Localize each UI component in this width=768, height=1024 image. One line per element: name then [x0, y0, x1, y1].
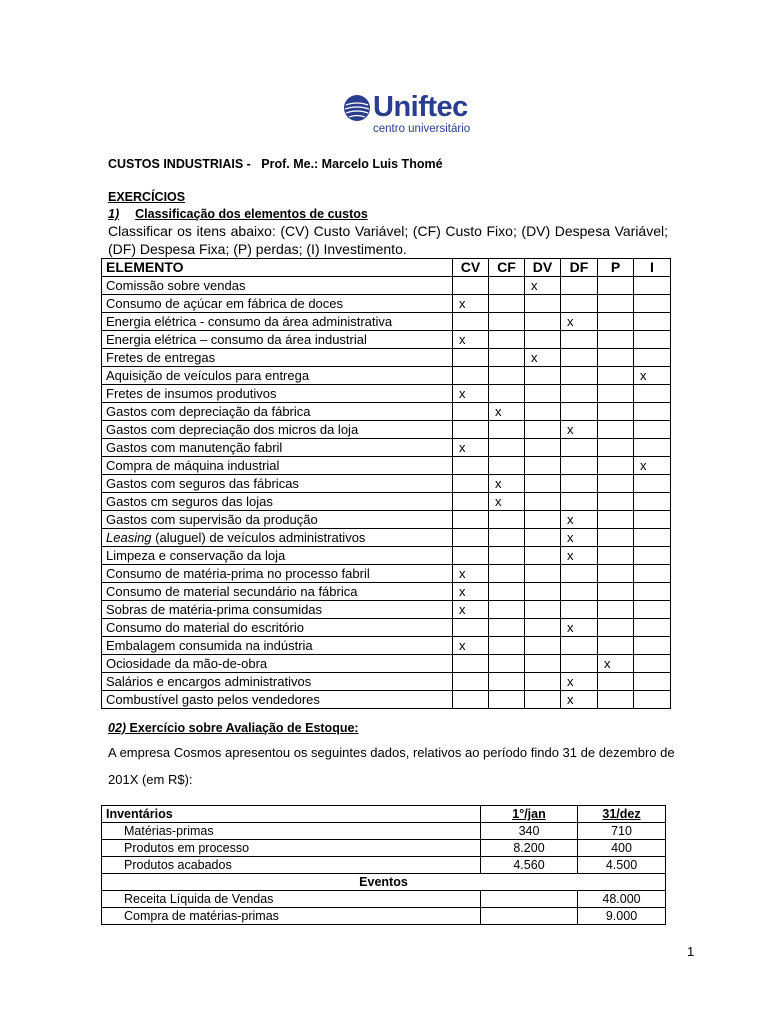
header-dv: DV [525, 259, 561, 277]
inventory-value: 4.500 [578, 857, 666, 874]
classification-cell [489, 385, 525, 403]
question-1-instructions: Classificar os itens abaixo: (CV) Custo Variável; (CF) Custo Fixo; (DV) Despesa Variável; (DF) Despesa Fixa; (P) perdas; (I) Investimento. [108, 223, 668, 257]
question-2-number: 02) [108, 721, 127, 735]
element-label-text: Sobras de matéria-prima consumidas [106, 602, 323, 617]
classification-cell [525, 655, 561, 673]
element-label-text: Fretes de insumos produtivos [106, 386, 277, 401]
classification-cell [489, 637, 525, 655]
element-label-text: Aquisição de veículos para entrega [106, 368, 310, 383]
classification-cell [525, 583, 561, 601]
classification-cell [489, 313, 525, 331]
classification-cell [598, 601, 634, 619]
classification-cell [598, 673, 634, 691]
classification-cell [489, 349, 525, 367]
classification-cell [634, 439, 671, 457]
element-label-text: Limpeza e conservação da loja [106, 548, 286, 563]
page-number: 1 [687, 944, 695, 959]
classification-cell: x [561, 421, 598, 439]
classification-cell: x [453, 601, 489, 619]
element-label [102, 547, 453, 565]
classification-cell [598, 403, 634, 421]
classification-cell [525, 511, 561, 529]
question-1-number: 1) [108, 207, 120, 221]
classification-cell [561, 565, 598, 583]
classification-cell [598, 619, 634, 637]
table-row [102, 421, 671, 439]
inventory-label: Compra de matérias-primas [102, 908, 481, 925]
classification-cell [525, 313, 561, 331]
classification-cell: x [489, 493, 525, 511]
classification-cell [561, 583, 598, 601]
classification-cell [525, 367, 561, 385]
inventory-body [102, 823, 666, 925]
classification-cell [489, 655, 525, 673]
classification-cell [453, 421, 489, 439]
classification-cell [634, 673, 671, 691]
classification-cell [634, 619, 671, 637]
classification-cell [489, 565, 525, 583]
inventory-table [101, 805, 666, 925]
classification-cell [634, 583, 671, 601]
question-1-text: Classificação dos elementos de custos [135, 207, 368, 221]
events-row [102, 874, 666, 891]
header-dez: 31/dez [578, 806, 666, 823]
exercises-heading: EXERCÍCIOS [108, 190, 186, 204]
classification-cell [453, 403, 489, 421]
classification-cell: x [634, 367, 671, 385]
element-label-text: Gastos com depreciação dos micros da loja [106, 422, 359, 437]
table-row [102, 493, 671, 511]
element-label-italic: Leasing [106, 530, 152, 545]
table-row [102, 565, 671, 583]
classification-cell [634, 295, 671, 313]
classification-cell: x [561, 313, 598, 331]
classification-cell [489, 331, 525, 349]
table-row [102, 295, 671, 313]
classification-cell [598, 277, 634, 295]
classification-cell: x [561, 691, 598, 709]
inventory-value: 9.000 [578, 908, 666, 925]
classification-table [101, 258, 671, 709]
classification-cell [453, 349, 489, 367]
element-label [102, 655, 453, 673]
inventory-value: 4.560 [481, 857, 578, 874]
element-label [102, 493, 453, 511]
classification-header-row [102, 259, 671, 277]
inventory-label: Matérias-primas [102, 823, 481, 840]
classification-cell [525, 439, 561, 457]
classification-cell [489, 619, 525, 637]
classification-cell [453, 673, 489, 691]
classification-cell [634, 349, 671, 367]
table-row [102, 511, 671, 529]
table-row [102, 891, 666, 908]
classification-cell [634, 313, 671, 331]
inventory-value: 340 [481, 823, 578, 840]
element-label [102, 331, 453, 349]
classification-cell [453, 691, 489, 709]
classification-cell [634, 385, 671, 403]
question-2-text: Exercício sobre Avaliação de Estoque: [126, 721, 359, 735]
table-row [102, 277, 671, 295]
classification-cell [561, 367, 598, 385]
classification-cell: x [453, 385, 489, 403]
classification-cell [453, 493, 489, 511]
classification-cell [453, 547, 489, 565]
classification-cell: x [489, 475, 525, 493]
inventory-value [481, 891, 578, 908]
classification-cell [489, 691, 525, 709]
classification-cell [634, 601, 671, 619]
classification-cell [561, 655, 598, 673]
element-label-text: (aluguel) de veículos administrativos [151, 530, 366, 545]
classification-cell [598, 475, 634, 493]
classification-cell [525, 295, 561, 313]
classification-cell: x [453, 637, 489, 655]
classification-cell [598, 493, 634, 511]
element-label [102, 691, 453, 709]
header-elemento: ELEMENTO [102, 259, 453, 277]
classification-cell [525, 637, 561, 655]
classification-cell [453, 367, 489, 385]
element-label-text: Gastos com manutenção fabril [106, 440, 283, 455]
table-row [102, 583, 671, 601]
classification-cell [598, 457, 634, 475]
classification-cell [634, 511, 671, 529]
classification-cell [634, 277, 671, 295]
table-row [102, 349, 671, 367]
classification-cell [525, 529, 561, 547]
classification-cell [598, 349, 634, 367]
header-jan: 1°/jan [481, 806, 578, 823]
table-row [102, 403, 671, 421]
table-row [102, 691, 671, 709]
classification-cell [489, 277, 525, 295]
question-2-text-block: A empresa Cosmos apresentou os seguintes dados, relativos ao período findo 31 de dezembro de 201X (em R$): [108, 745, 675, 787]
classification-cell: x [525, 349, 561, 367]
inventory-label: Receita Líquida de Vendas [102, 891, 481, 908]
question-2-title [108, 721, 359, 735]
inventory-value: 710 [578, 823, 666, 840]
header-i: I [634, 259, 671, 277]
classification-cell [453, 529, 489, 547]
header-cv: CV [453, 259, 489, 277]
inventory-value: 400 [578, 840, 666, 857]
table-row [102, 313, 671, 331]
classification-cell [525, 331, 561, 349]
table-row [102, 529, 671, 547]
classification-cell [561, 439, 598, 457]
element-label [102, 439, 453, 457]
classification-cell [525, 403, 561, 421]
classification-cell [598, 421, 634, 439]
classification-cell [525, 421, 561, 439]
element-label-text: Ociosidade da mão-de-obra [106, 656, 268, 671]
table-row [102, 367, 671, 385]
header-p: P [598, 259, 634, 277]
classification-body [102, 277, 671, 709]
element-label [102, 565, 453, 583]
classification-cell [489, 583, 525, 601]
classification-cell [598, 313, 634, 331]
element-label [102, 421, 453, 439]
logo-tagline: centro universitário [373, 123, 471, 135]
header-inventarios: Inventários [102, 806, 481, 823]
classification-cell [525, 385, 561, 403]
classification-cell [561, 277, 598, 295]
classification-cell [489, 439, 525, 457]
classification-cell [634, 421, 671, 439]
classification-cell: x [453, 583, 489, 601]
table-row [102, 637, 671, 655]
classification-cell [561, 295, 598, 313]
element-label-text: Gastos cm seguros das lojas [106, 494, 273, 509]
classification-cell [634, 691, 671, 709]
element-label [102, 295, 453, 313]
classification-cell [634, 547, 671, 565]
classification-cell: x [453, 565, 489, 583]
header-cf: CF [489, 259, 525, 277]
element-label-text: Salários e encargos administrativos [106, 674, 312, 689]
classification-cell [489, 457, 525, 475]
classification-cell [453, 457, 489, 475]
classification-cell [561, 601, 598, 619]
element-label-text: Embalagem consumida na indústria [106, 638, 313, 653]
classification-cell [489, 511, 525, 529]
classification-cell [525, 691, 561, 709]
classification-cell: x [598, 655, 634, 673]
header-df: DF [561, 259, 598, 277]
classification-cell [453, 655, 489, 673]
element-label-text: Comissão sobre vendas [106, 278, 246, 293]
classification-cell [634, 565, 671, 583]
classification-cell [634, 655, 671, 673]
classification-cell [634, 403, 671, 421]
element-label-text: Energia elétrica – consumo da área industrial [106, 332, 367, 347]
table-row [102, 439, 671, 457]
classification-cell [598, 565, 634, 583]
classification-cell [598, 637, 634, 655]
element-label [102, 349, 453, 367]
inventory-header-row [102, 806, 666, 823]
inventory-label: Produtos acabados [102, 857, 481, 874]
classification-cell [598, 547, 634, 565]
classification-cell [598, 529, 634, 547]
classification-cell [561, 493, 598, 511]
element-label [102, 475, 453, 493]
classification-cell [489, 547, 525, 565]
element-label [102, 619, 453, 637]
table-row [102, 655, 671, 673]
element-label [102, 367, 453, 385]
element-label [102, 637, 453, 655]
element-label-text: Consumo de material secundário na fábrica [106, 584, 358, 599]
element-label-text: Gastos com supervisão da produção [106, 512, 318, 527]
element-label-text: Gastos com depreciação da fábrica [106, 404, 311, 419]
element-label [102, 313, 453, 331]
classification-cell: x [561, 547, 598, 565]
classification-cell [598, 511, 634, 529]
logo-brand: Uniftec [373, 91, 468, 123]
table-row [102, 857, 666, 874]
element-label [102, 277, 453, 295]
classification-cell [598, 295, 634, 313]
classification-cell [525, 475, 561, 493]
element-label-text: Combustível gasto pelos vendedores [106, 692, 320, 707]
table-row [102, 823, 666, 840]
classification-cell [525, 547, 561, 565]
classification-cell [489, 601, 525, 619]
classification-cell: x [525, 277, 561, 295]
element-label [102, 457, 453, 475]
classification-cell [489, 295, 525, 313]
element-label-text: Compra de máquina industrial [106, 458, 280, 473]
classification-cell [525, 493, 561, 511]
document-header: CUSTOS INDUSTRIAIS - Prof. Me.: Marcelo Luis Thomé [108, 157, 443, 171]
element-label [102, 601, 453, 619]
classification-cell [453, 277, 489, 295]
table-row [102, 601, 671, 619]
table-row [102, 547, 671, 565]
element-label-text: Energia elétrica - consumo da área administrativa [106, 314, 393, 329]
element-label-text: Consumo do material do escritório [106, 620, 304, 635]
classification-cell: x [453, 295, 489, 313]
classification-cell: x [561, 529, 598, 547]
classification-cell [525, 565, 561, 583]
element-label-text: Consumo de açúcar em fábrica de doces [106, 296, 344, 311]
classification-cell [561, 637, 598, 655]
element-label [102, 583, 453, 601]
element-label [102, 511, 453, 529]
element-label [102, 385, 453, 403]
classification-cell [525, 619, 561, 637]
table-row [102, 331, 671, 349]
classification-cell: x [561, 673, 598, 691]
classification-cell [489, 529, 525, 547]
table-row [102, 673, 671, 691]
inventory-value: 48.000 [578, 891, 666, 908]
classification-cell [561, 385, 598, 403]
classification-cell: x [453, 331, 489, 349]
classification-cell [525, 673, 561, 691]
classification-cell [561, 457, 598, 475]
classification-cell [598, 583, 634, 601]
classification-cell: x [561, 619, 598, 637]
classification-cell [598, 367, 634, 385]
table-row [102, 908, 666, 925]
inventory-label: Produtos em processo [102, 840, 481, 857]
classification-cell [489, 673, 525, 691]
classification-cell [525, 601, 561, 619]
classification-cell [525, 457, 561, 475]
table-row [102, 457, 671, 475]
classification-cell [561, 475, 598, 493]
classification-cell [561, 331, 598, 349]
classification-cell [453, 475, 489, 493]
classification-cell [634, 475, 671, 493]
element-label [102, 529, 453, 547]
element-label-text: Consumo de matéria-prima no processo fabril [106, 566, 370, 581]
classification-cell [598, 691, 634, 709]
classification-cell [634, 493, 671, 511]
classification-cell [634, 331, 671, 349]
classification-cell: x [489, 403, 525, 421]
uniftec-logo [343, 92, 473, 142]
classification-cell [561, 349, 598, 367]
events-label: Eventos [102, 874, 666, 891]
table-row [102, 840, 666, 857]
classification-cell [634, 637, 671, 655]
table-row [102, 475, 671, 493]
classification-cell [598, 439, 634, 457]
classification-cell [561, 403, 598, 421]
classification-cell [489, 367, 525, 385]
element-label-text: Fretes de entregas [106, 350, 216, 365]
classification-cell [598, 385, 634, 403]
table-row [102, 385, 671, 403]
element-label-text: Gastos com seguros das fábricas [106, 476, 299, 491]
classification-cell [453, 619, 489, 637]
table-row [102, 619, 671, 637]
classification-cell [453, 511, 489, 529]
classification-cell: x [561, 511, 598, 529]
inventory-value: 8.200 [481, 840, 578, 857]
globe-icon [343, 94, 371, 122]
classification-cell [489, 421, 525, 439]
classification-cell [634, 529, 671, 547]
inventory-value [481, 908, 578, 925]
classification-cell: x [453, 439, 489, 457]
element-label [102, 403, 453, 421]
classification-cell [598, 331, 634, 349]
element-label [102, 673, 453, 691]
classification-cell [453, 313, 489, 331]
question-1-title [108, 207, 368, 221]
classification-cell: x [634, 457, 671, 475]
